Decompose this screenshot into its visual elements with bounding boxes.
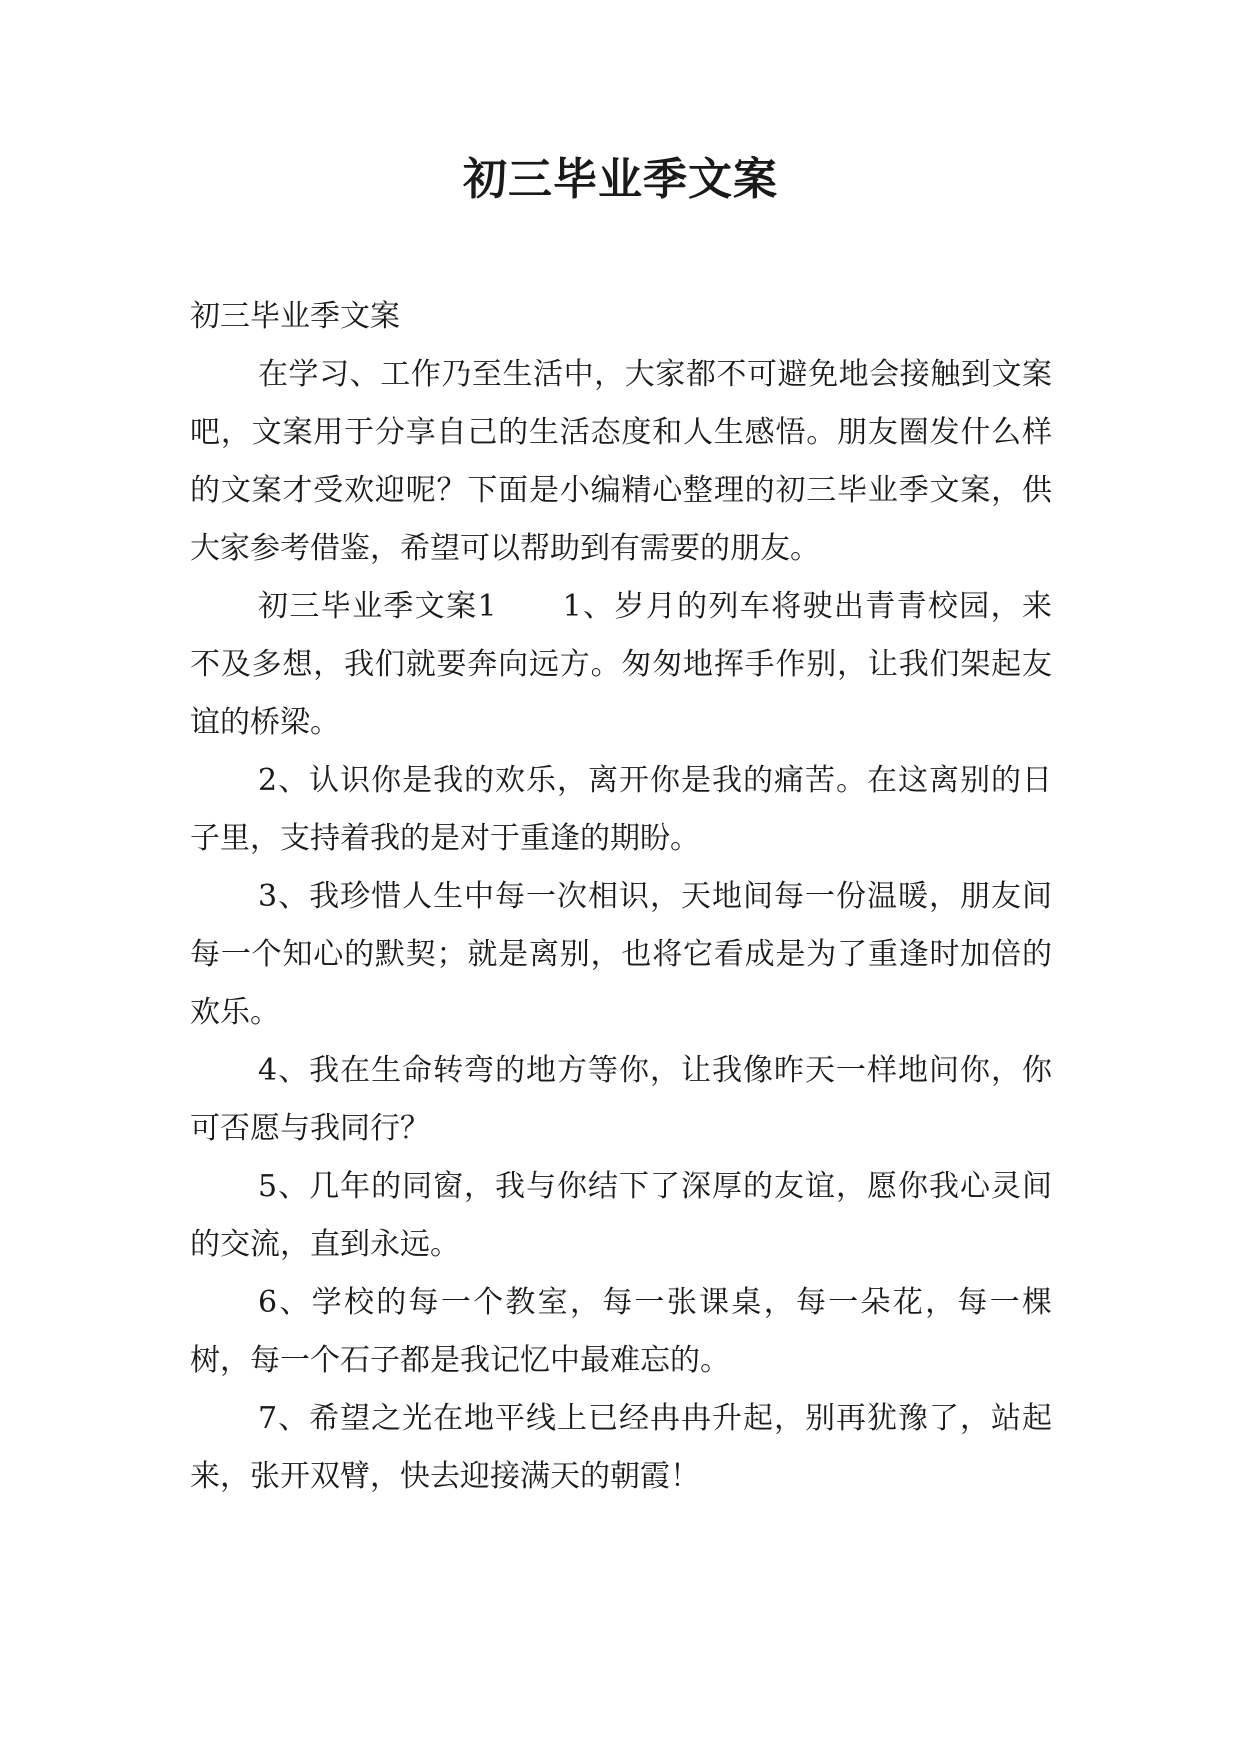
list-item-1: 1、岁月的列车将驶出青青校园，来不及多想，我们就要奔向远方。匆匆地挥手作别，让我们架起友谊的桥梁。 bbox=[190, 589, 1052, 740]
list-item-6: 6、学校的每一个教室，每一张课桌，每一朵花，每一棵树，每一个石子都是我记忆中最难忘的。 bbox=[190, 1285, 1052, 1378]
document-title: 初三毕业季文案 bbox=[463, 154, 778, 205]
intro-paragraph: 在学习、工作乃至生活中，大家都不可避免地会接触到文案吧，文案用于分享自己的生活态度和人生感悟。朋友圈发什么样的文案才受欢迎呢？下面是小编精心整理的初三毕业季文案，供大家参考借鉴，希望可以帮助到有需要的朋友。 bbox=[190, 357, 1052, 566]
list-item-4: 4、我在生命转弯的地方等你，让我像昨天一样地问你，你可否愿与我同行？ bbox=[190, 1053, 1052, 1146]
document-body bbox=[190, 288, 1052, 1506]
list-item-2: 2、认识你是我的欢乐，离开你是我的痛苦。在这离别的日子里，支持着我的是对于重逢的期盼。 bbox=[190, 763, 1052, 856]
list-item-3: 3、我珍惜人生中每一次相识，天地间每一份温暖，朋友间每一个知心的默契；就是离别，也将它看成是为了重逢时加倍的欢乐。 bbox=[190, 879, 1052, 1030]
document-subtitle: 初三毕业季文案 bbox=[190, 299, 400, 334]
section-heading: 初三毕业季文案1 bbox=[258, 589, 497, 624]
list-item-5: 5、几年的同窗，我与你结下了深厚的友谊，愿你我心灵间的交流，直到永远。 bbox=[190, 1169, 1052, 1262]
list-item-7: 7、希望之光在地平线上已经冉冉升起，别再犹豫了，站起来，张开双臂，快去迎接满天的朝霞！ bbox=[190, 1401, 1052, 1494]
section-1-paragraph bbox=[190, 578, 1052, 752]
